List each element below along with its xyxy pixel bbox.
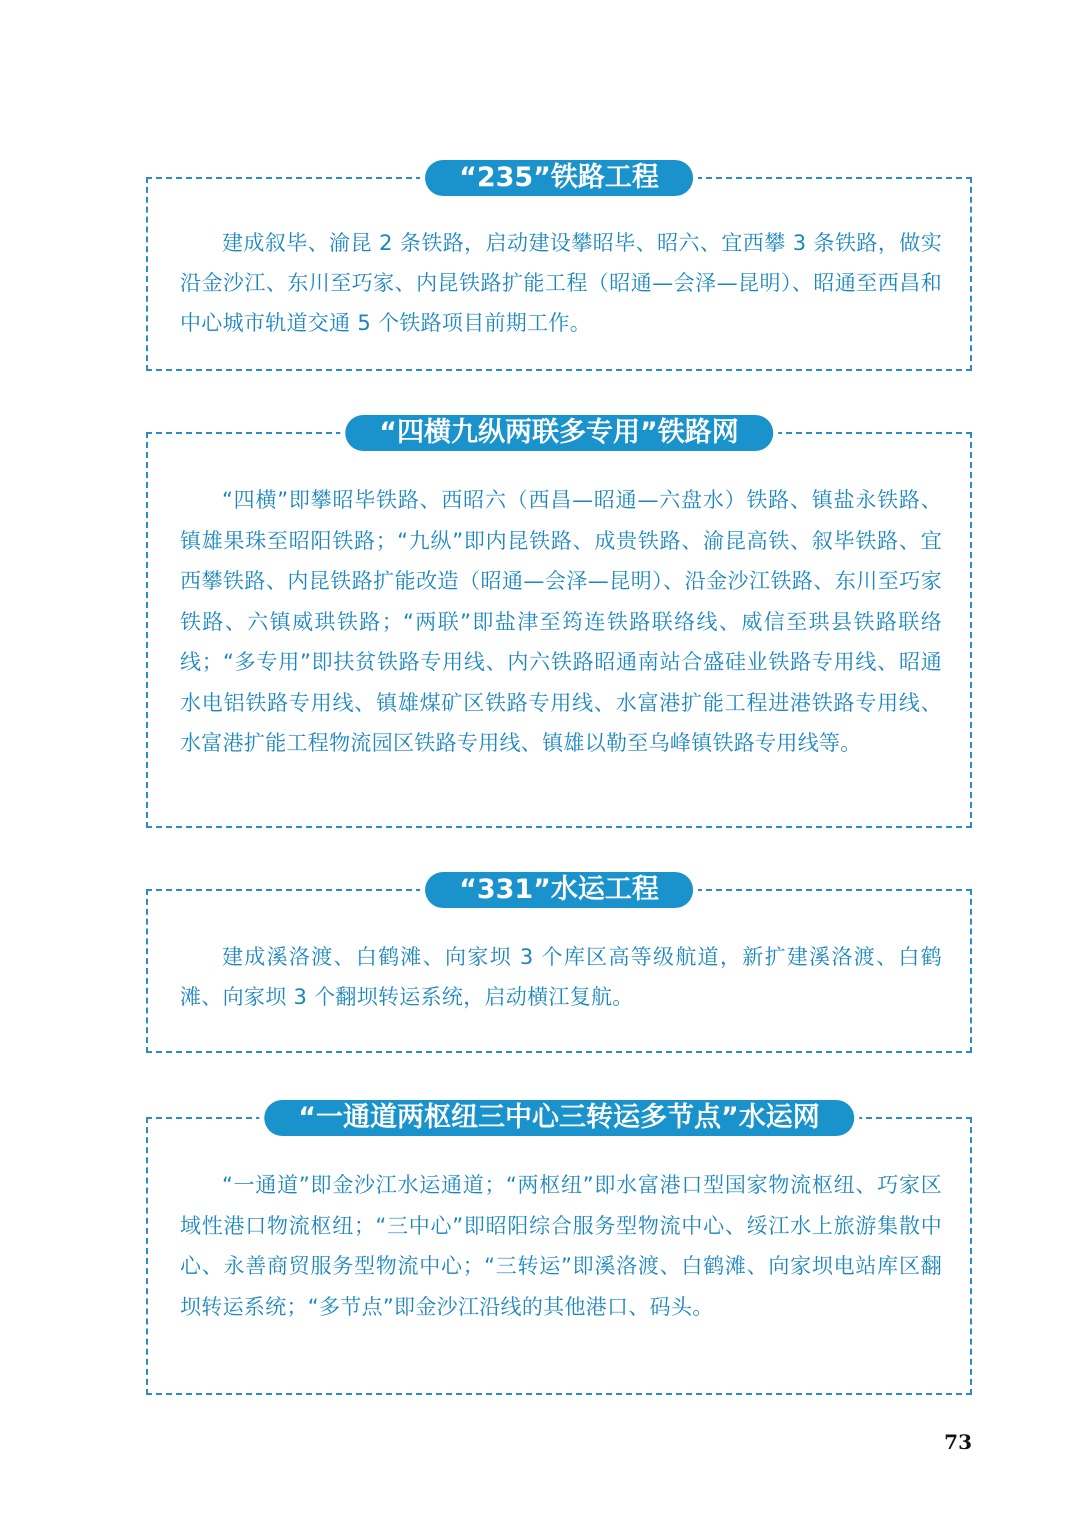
- section-title: “一通道两枢纽三中心三转运多节点”水运网: [264, 1100, 854, 1136]
- section-waterway-331: [146, 874, 972, 1053]
- section-body: “四横”即攀昭毕铁路、西昭六（西昌—昭通—六盘水）铁路、镇盐永铁路、镇雄果珠至昭阳铁路；“九纵”即内昆铁路、成贵铁路、渝昆高铁、叙毕铁路、宜西攀铁路、内昆铁路扩能改造（昭通—会泽—昆明）、沿金沙江铁路、东川至巧家铁路、六镇威珙铁路；“两联”即盐津至筠连铁路联络线、威信至珙县铁路联络线；“多专用”即扶贫铁路专用线、内六铁路昭通南站合盛硅业铁路专用线、昭通水电铝铁路专用线、镇雄煤矿区铁路专用线、水富港扩能工程进港铁路专用线、水富港扩能工程物流园区铁路专用线、镇雄以勒至乌峰镇铁路专用线等。: [180, 488, 942, 755]
- section-waterway-network: [146, 1102, 972, 1395]
- section-body: 建成叙毕、渝昆 2 条铁路，启动建设攀昭毕、昭六、宜西攀 3 条铁路，做实沿金沙江、东川至巧家、内昆铁路扩能工程（昭通—会泽—昆明）、昭通至西昌和中心城市轨道交通 5 个铁路项目前期工作。: [180, 231, 942, 335]
- section-body: 建成溪洛渡、白鹤滩、向家坝 3 个库区高等级航道，新扩建溪洛渡、白鹤滩、向家坝 3 个翻坝转运系统，启动横江复航。: [180, 945, 942, 1009]
- section-title: “331”水运工程: [425, 872, 693, 908]
- section-railway-235: [146, 162, 972, 371]
- section-title: “四横九纵两联多专用”铁路网: [345, 415, 773, 451]
- page-number: 73: [944, 1430, 972, 1454]
- section-title: “235”铁路工程: [425, 160, 693, 196]
- section-railway-network: [146, 417, 972, 828]
- section-body: “一通道”即金沙江水运通道；“两枢纽”即水富港口型国家物流枢纽、巧家区域性港口物流枢纽；“三中心”即昭阳综合服务型物流中心、绥江水上旅游集散中心、永善商贸服务型物流中心；“三转运”即溪洛渡、白鹤滩、向家坝电站库区翻坝转运系统；“多节点”即金沙江沿线的其他港口、码头。: [180, 1173, 942, 1319]
